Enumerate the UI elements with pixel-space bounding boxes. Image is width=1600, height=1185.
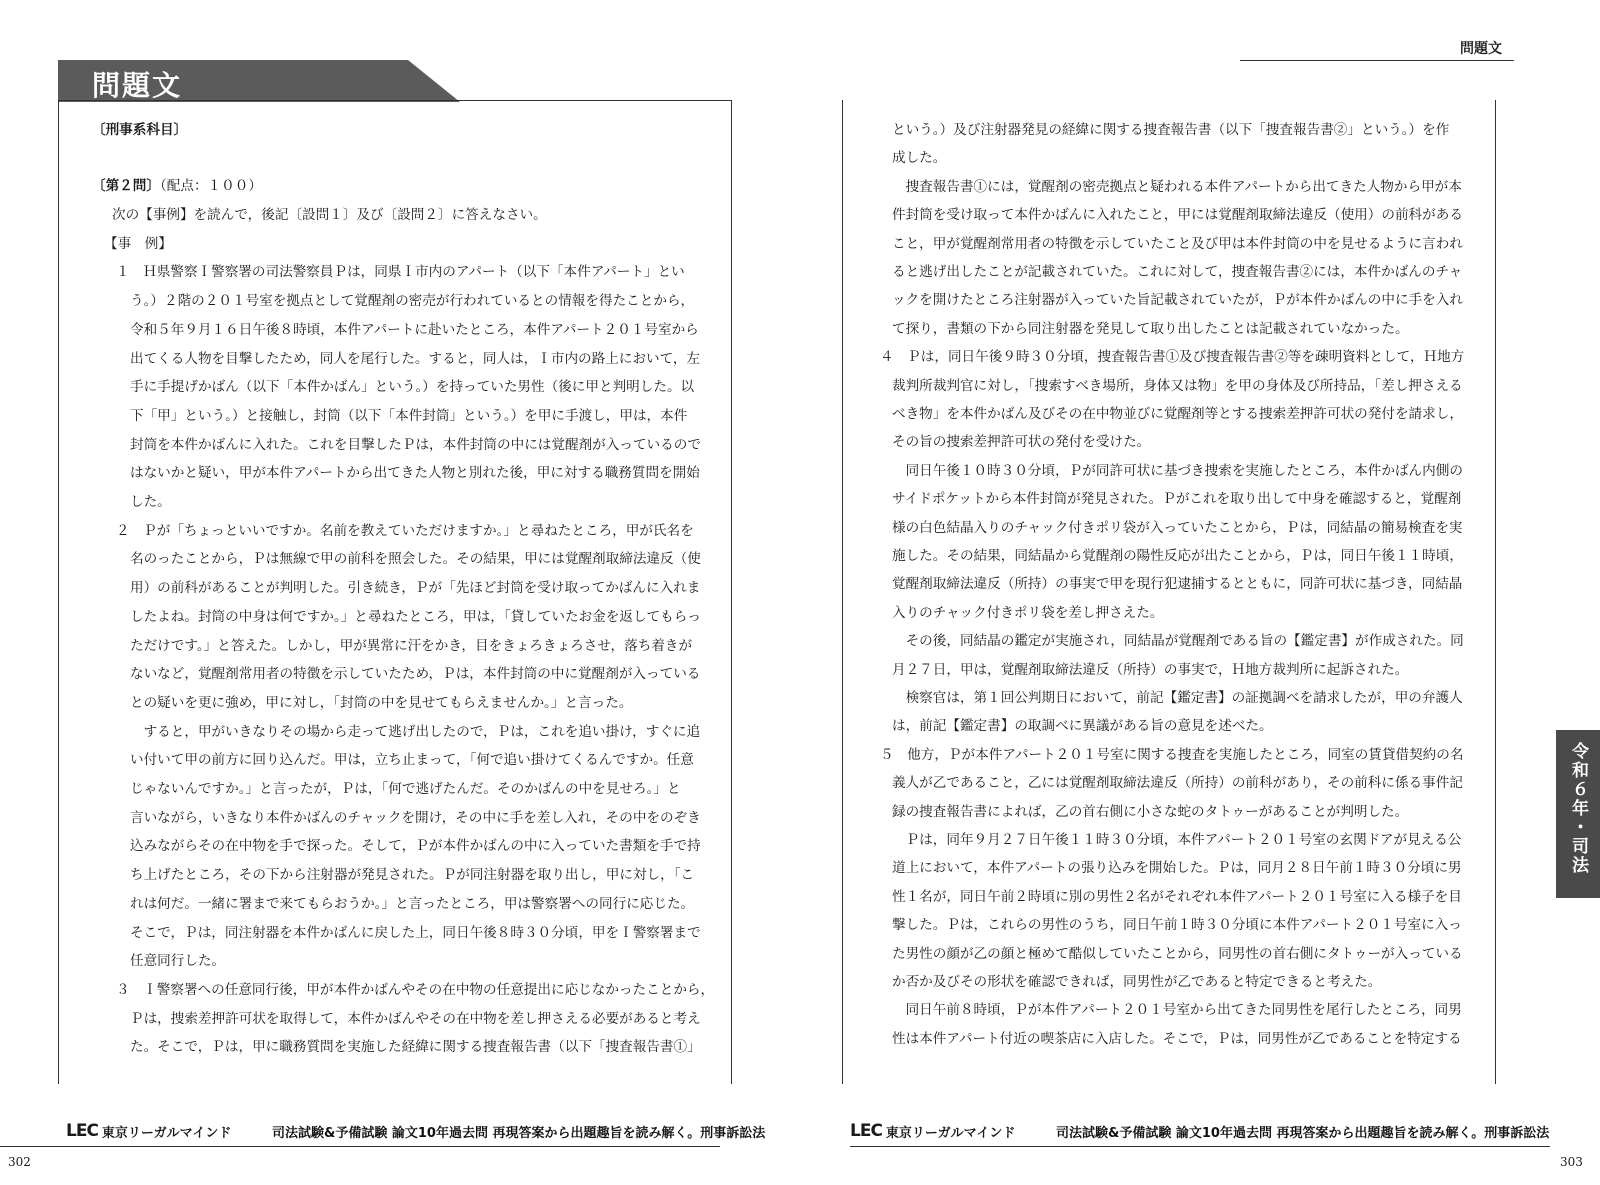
text-line: ただけです。」と答えた。しかし，甲が異常に汗をかき，目をきょろきょろさせ，落ち着きが [130, 637, 693, 654]
text-line: ると逃げ出したことが記載されていた。これに対して，捜査報告書②には，本件かばんのチャ [892, 264, 1463, 280]
right-page-header: 問題文 [1460, 41, 1502, 57]
text-line: その後，同結晶の鑑定が実施され，同結晶が覚醒剤である旨の【鑑定書】が作成された。同 [892, 633, 1464, 650]
question-points: （配点：１００） [159, 178, 262, 194]
text-line: 検察官は，第１回公判期日において，前記【鑑定書】の証拠調べを請求したが，甲の弁護人 [892, 690, 1463, 706]
text-line: したよね。封筒の中身は何ですか。」と尋ねたところ，甲は，「貸していたお金を返してもらっ [130, 608, 701, 625]
text-line: 件封筒を受け取って本件かばんに入れたこと，甲には覚醒剤取締法違反（使用）の前科がある [892, 207, 1463, 224]
text-line: 同日午前８時頃，Ｐが本件アパート２０１号室から出てきた同男性を尾行したところ，同男 [892, 1002, 1462, 1019]
text-line: 言いながら，いきなり本件かばんのチャックを開け，その中に手を差し入れ，その中をのぞき [130, 809, 701, 826]
text-line: 入りのチャック付きポリ袋を差し押さえた。 [892, 604, 1164, 621]
text-line: 捜査報告書①には，覚醒剤の密売拠点と疑われる本件アパートから出てきた人物から甲が本 [892, 178, 1462, 195]
text-line: こと，甲が覚醒剤常用者の特徴を示していたこと及び甲は本件封筒の中を見せるように言われ [892, 235, 1463, 252]
text-line: 録の捜査報告書によれば，乙の首右側に小さな蛇のタトゥーがあることが判明した。 [892, 803, 1409, 820]
right-page-number: 303 [1560, 1155, 1583, 1169]
text-line: ックを開けたところ注射器が入っていた旨記載されていたが，Ｐが本件かばんの中に手を入れ [892, 292, 1463, 309]
text-line: 月２７日，甲は，覚醒剤取締法違反（所持）の事実で，Ｈ地方裁判所に起訴された。 [892, 661, 1409, 678]
text-line: 手に手提げかばん（以下「本件かばん」という。）を持っていた男性（後に甲と判明した。以 [130, 379, 695, 396]
text-line: 令和５年９月１６日午後８時頃，本件アパートに赴いたところ，本件アパート２０１号室から [130, 321, 699, 338]
text-line: すると，甲がいきなりその場から走って逃げ出したので，Ｐは，これを追い掛け，すぐに追 [130, 723, 701, 740]
text-line: た男性の顔が乙の顔と極めて酷似していたことから，同男性の首右側にタトゥーが入っている [892, 945, 1463, 962]
text-line: ３ Ｉ警察署への任意同行後，甲が本件かばんやその在中物の任意提出に応じなかったことから， [116, 981, 715, 998]
text-line: た。そこで，Ｐは，甲に職務質問を実施した経緯に関する捜査報告書（以下「捜査報告書①」 [130, 1039, 701, 1056]
text-line: ５ 他方，Ｐが本件アパート２０１号室に関する捜査を実施したところ，同室の賃貸借契約の名 [880, 746, 1464, 763]
text-line: 撃した。Ｐは，これらの男性のうち，同日午前１時３０分頃に本件アパート２０１号室に入っ [892, 917, 1462, 934]
text-line: はないかと疑い，甲が本件アパートから出てきた人物と別れた後，甲に対する職務質問を開始 [130, 465, 700, 482]
header-rule [1240, 60, 1514, 61]
text-line: 施した。その結果，同結晶から覚醒剤の陽性反応が出たことから，Ｐは，同日午後１１時頃， [892, 548, 1463, 564]
text-line: 成した。 [892, 150, 947, 167]
text-line: う。）２階の２０１号室を拠点として覚醒剤の密売が行われているとの情報を得たことから， [130, 293, 695, 310]
text-line: 義人が乙であること，乙には覚醒剤取締法違反（所持）の前科があり，その前科に係る事件記 [892, 775, 1463, 792]
text-line: １ Ｈ県警察Ｉ警察署の司法警察員Ｐは，同県Ｉ市内のアパート（以下「本件アパート」とい [116, 264, 685, 281]
text-line: 様の白色結晶入りのチャック付きポリ袋が入っていたことから，Ｐは，同結晶の簡易検査を実 [892, 519, 1463, 536]
text-line: 名のったことから，Ｐは無線で甲の前科を照会した。その結果，甲には覚醒剤取締法違反（使 [130, 551, 701, 568]
text-line: 封筒を本件かばんに入れた。これを目撃したＰは，本件封筒の中には覚醒剤が入っているので [130, 436, 701, 453]
company-name: 東京リーガルマインド [101, 1125, 232, 1141]
text-line: 込みながらその在中物を手で探った。そして，Ｐが本件かばんの中に入っていた書類を手で持 [130, 838, 701, 855]
text-line: 道上において，本件アパートの張り込みを開始した。Ｐは，同月２８日午前１時３０分頃に男 [892, 860, 1462, 877]
header-tab-label: 問題文 [92, 69, 183, 102]
text-line: サイドポケットから本件封筒が発見された。Ｐがこれを取り出して中身を確認すると，覚醒剤 [892, 491, 1462, 508]
text-line: れは何だ。一緒に署まで来てもらおうか。」と言ったところ，甲は警察署への同行に応じた。 [130, 895, 695, 912]
text-line: ないなど，覚醒剤常用者の特徴を示していたため，Ｐは，本件封筒の中に覚醒剤が入っている [130, 666, 701, 683]
text-line: は，前記【鑑定書】の取調べに異議がある旨の意見を述べた。 [892, 718, 1273, 735]
text-line: 性は本件アパート付近の喫茶店に入店した。そこで，Ｐは，同男性が乙であることを特定する [892, 1030, 1462, 1047]
text-line: その旨の捜索差押許可状の発付を受けた。 [892, 434, 1151, 451]
text-line: 出てくる人物を目撃したため，同人を尾行した。すると，同人は，Ｉ市内の路上において，左 [130, 350, 701, 367]
lec-logo-mark: LEC [66, 1121, 98, 1141]
company-name: 東京リーガルマインド [885, 1125, 1016, 1141]
right-footer-title: 司法試験&予備試験 論文10年過去問 再現答案から出題趣旨を読み解く。刑事訴訟法 [1056, 1126, 1550, 1141]
subject-label: 〔刑事系科目〕 [92, 122, 188, 138]
text-line: 同日午後１０時３０分頃，Ｐが同許可状に基づき捜索を実施したところ，本件かばん内側の [892, 462, 1463, 479]
text-line: 用）の前科があることが判明した。引き続き，Ｐが「先ほど封筒を受け取ってかばんに入れま [130, 580, 701, 597]
text-line: じゃないんですか。」と言ったが，Ｐは，「何で逃げたんだ。そのかばんの中を見せろ。」と [130, 781, 681, 797]
text-line: した。 [130, 494, 171, 510]
text-line: 裁判所裁判官に対し，「捜索すべき場所，身体又は物」を甲の身体及び所持品，「差し押さえる [892, 377, 1463, 394]
text-line: 覚醒剤取締法違反（所持）の事実で甲を現行犯逮捕するとともに，同許可状に基づき，同結晶 [892, 576, 1463, 593]
text-line: か否か及びその形状を確認できれば，同男性が乙であると特定できると考えた。 [892, 974, 1382, 990]
text-line: て探り，書類の下から同注射器を発見して取り出したことは記載されていなかった。 [892, 320, 1409, 337]
right-footer-rule [850, 1146, 1550, 1147]
text-line: ２ Ｐが「ちょっといいですか。名前を教えていただけますか。」と尋ねたところ，甲が氏名を [116, 522, 694, 539]
left-footer-logo [66, 1122, 231, 1140]
text-line: Ｐは，同年９月２７日午後１１時３０分頃，本件アパート２０１号室の玄関ドアが見える公 [892, 832, 1462, 848]
text-line: との疑いを更に強め，甲に対し，「封筒の中を見せてもらえませんか。」と言った。 [130, 694, 633, 711]
text-line: そこで，Ｐは，同注射器を本件かばんに戻した上，同日午後８時３０分頃，甲をＩ警察署まで [130, 924, 701, 941]
text-line: べき物」を本件かばん及びその在中物並びに覚醒剤等とする捜索差押許可状の発付を請求し， [892, 406, 1463, 422]
question-title: 〔第２問〕 [92, 178, 160, 194]
side-tab-label: 令和６年・司法 [1568, 742, 1588, 875]
text-line: 【事 例】 [104, 235, 172, 252]
text-line: 任意同行した。 [130, 953, 226, 970]
text-line: い付いて甲の前方に回り込んだ。甲は，立ち止まって，「何で追い掛けてくるんですか。任意 [130, 752, 694, 769]
text-line: 下「甲」という。）と接触し，封筒（以下「本件封筒」という。）を甲に手渡し，甲は，本件 [130, 407, 688, 424]
text-line: ち上げたところ，その下から注射器が発見された。Ｐが同注射器を取り出し，甲に対し，「こ [130, 867, 695, 884]
text-line: という。）及び注射器発見の経緯に関する捜査報告書（以下「捜査報告書②」という。）を作 [892, 122, 1450, 138]
left-footer-rule [0, 1146, 720, 1147]
right-footer-logo [850, 1122, 1015, 1140]
lec-logo-mark: LEC [850, 1121, 882, 1141]
left-page-number: 302 [8, 1155, 31, 1169]
left-footer-title: 司法試験&予備試験 論文10年過去問 再現答案から出題趣旨を読み解く。刑事訴訟法 [272, 1126, 766, 1141]
text-line: 次の【事例】を読んで，後記〔設問１〕及び〔設問２〕に答えなさい。 [112, 207, 547, 223]
question-heading [92, 178, 262, 194]
text-line: Ｐは，捜索差押許可状を取得して，本件かばんやその在中物を差し押さえる必要があると考え [130, 1010, 701, 1027]
text-line: ４ Ｐは，同日午後９時３０分頃，捜査報告書①及び捜査報告書②等を疎明資料として，Ｈ地方 [880, 349, 1465, 366]
text-line: 性１名が，同日午前２時頃に別の男性２名がそれぞれ本件アパート２０１号室に入る様子を目 [892, 888, 1462, 905]
